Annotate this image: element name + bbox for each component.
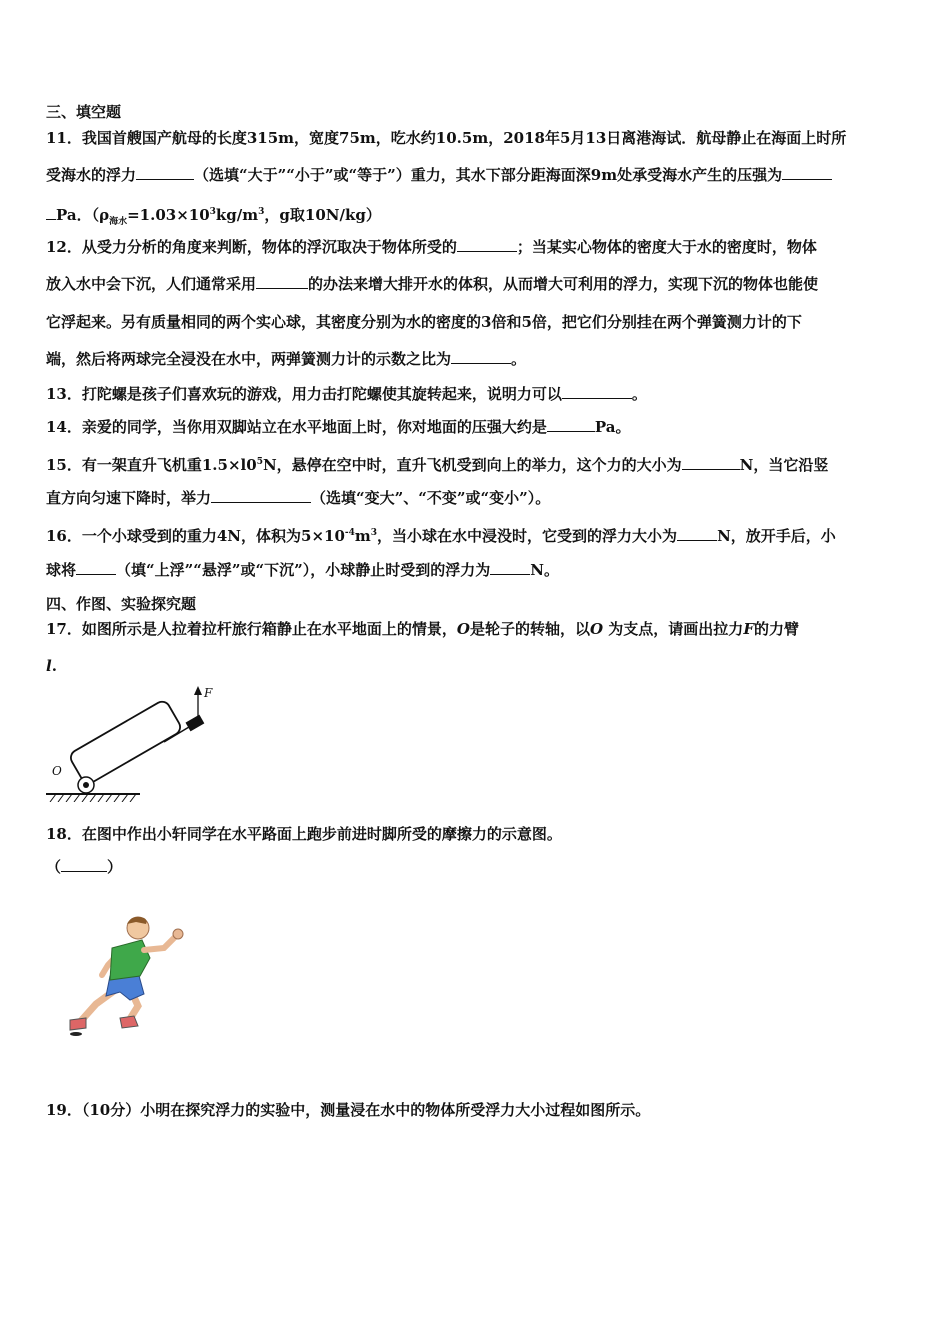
q11-text: Pa．（ρ	[56, 206, 110, 224]
q15-blank-1	[682, 455, 740, 470]
q11-text: kg/m	[215, 206, 259, 224]
q12-line2	[46, 274, 818, 294]
q14-blank	[547, 417, 595, 432]
q14-text: Pa。	[594, 418, 631, 436]
q11-blank-1	[136, 165, 194, 180]
back-shoe	[70, 1018, 86, 1030]
q16-blank-3	[490, 560, 530, 575]
q14-line	[46, 417, 631, 437]
q17-text: .	[51, 657, 57, 675]
q12-text: 端，然后将两球完全浸没在水中，两弹簧测力计的示数之比为	[46, 350, 452, 368]
q11-line3	[46, 202, 381, 232]
label-o: O	[52, 764, 62, 778]
q17-text: 的力臂	[753, 620, 799, 638]
q11-line1: 11．我国首艘国产航母的长度315m，宽度75m，吃水约10.5m，2018年5月13日离港海试．航母静止在海面上时所	[46, 129, 847, 147]
q15-text: N，当它沿竖	[739, 456, 829, 474]
q18-text: ）	[107, 858, 123, 876]
q15-blank-2	[211, 488, 311, 503]
q13-text: 。	[631, 385, 647, 403]
q16-sup: -4	[344, 528, 355, 538]
ground-mark	[70, 1032, 82, 1036]
q17-text: 为支点，请画出拉力	[608, 620, 744, 638]
ground-hatch	[50, 794, 136, 802]
q12-text: 。	[511, 350, 527, 368]
front-arm	[144, 936, 176, 950]
q16-text: m	[354, 527, 371, 545]
q12-blank-2	[256, 274, 308, 289]
q17-text: 17．如图所示是人拉着拉杆旅行箱静止在水平地面上的情景，	[46, 620, 457, 638]
q16-text: ，当小球在水中浸没时，它受到的浮力大小为	[377, 527, 678, 545]
q17-line1	[46, 619, 799, 639]
q16-blank-2	[76, 560, 116, 575]
q11-text: ，g取10N/kg）	[264, 206, 381, 224]
q17-var-f: F	[743, 620, 754, 638]
q13-line	[46, 384, 647, 404]
q11-blank-2-cont	[46, 205, 56, 220]
section-title-drawing: 四、作图、实验探究题	[46, 595, 197, 613]
q12-line1	[46, 237, 817, 257]
q12-text: 12．从受力分析的角度来判断，物体的浮沉取决于物体所受的	[46, 238, 457, 256]
q16-blank-1	[677, 526, 717, 541]
q13-text: 13．打陀螺是孩子们喜欢玩的游戏，用力击打陀螺使其旋转起来，说明力可以	[46, 385, 562, 403]
fist	[173, 929, 183, 939]
q15-sup: 5	[256, 457, 263, 467]
q18-line2	[46, 857, 122, 877]
q17-var-l: l	[46, 657, 52, 675]
q18-line1: 18．在图中作出小轩同学在水平路面上跑步前进时脚所受的摩擦力的示意图。	[46, 825, 562, 843]
q15-text: （选填“变大”、“不变”或“变小”）。	[311, 489, 551, 507]
q11-blank-2	[782, 165, 832, 180]
q11-text: 受海水的浮力	[46, 166, 137, 184]
q15-line1	[46, 452, 828, 475]
q14-text: 14．亲爱的同学，当你用双脚站立在水平地面上时，你对地面的压强大约是	[46, 418, 547, 436]
q15-text: N，悬停在空中时，直升飞机受到向上的举力，这个力的大小为	[262, 456, 682, 474]
running-boy-illustration	[58, 910, 198, 1050]
q19-line1: 19．（10分）小明在探究浮力的实验中，测量浸在水中的物体所受浮力大小过程如图所示。	[46, 1101, 651, 1119]
label-f: F	[204, 686, 213, 700]
q17-var-o: O	[589, 620, 604, 638]
wheel-axle	[83, 782, 89, 788]
q11-sup: 3	[258, 207, 265, 217]
q16-line1	[46, 523, 836, 546]
force-arrow-head	[194, 686, 202, 695]
runner-figure	[58, 910, 198, 1050]
q15-line2	[46, 488, 550, 508]
q12-text: 放入水中会下沉，人们通常采用	[46, 275, 257, 293]
q16-sup: 3	[370, 528, 378, 538]
suitcase-figure	[44, 684, 224, 802]
q16-text: 球将	[46, 561, 77, 579]
front-shoe	[120, 1016, 138, 1028]
suitcase-body	[68, 699, 183, 786]
q17-text: 是轮子的转轴，以	[469, 620, 590, 638]
q12-line4	[46, 349, 526, 369]
shirt	[110, 940, 150, 980]
handle	[186, 715, 205, 732]
q12-line3: 它浮起来。另有质量相同的两个实心球，其密度分别为水的密度的3倍和5倍，把它们分别挂在两个弹簧测力计的下	[46, 313, 802, 331]
q11-sub: 海水	[109, 217, 128, 227]
q16-text: N。	[530, 561, 560, 579]
q11-sup: 3	[209, 207, 216, 217]
q11-text: =1.03×10	[127, 206, 210, 224]
q12-blank-1	[457, 237, 517, 252]
q16-line2	[46, 560, 559, 580]
q12-text: ；当某实心物体的密度大于水的密度时，物体	[516, 238, 817, 256]
q11-line2	[46, 165, 832, 185]
q17-line2	[46, 656, 57, 676]
q12-text: 的办法来增大排开水的体积，从而增大可利用的浮力，实现下沉的物体也能使	[308, 275, 819, 293]
q16-text: N，放开手后，小	[717, 527, 836, 545]
q16-text: 16．一个小球受到的重力4N，体积为5×10	[46, 527, 345, 545]
section-title-fill-blank: 三、填空题	[46, 103, 122, 121]
q15-text: 15．有一架直升飞机重1.5×l0	[46, 456, 257, 474]
q13-blank	[562, 384, 632, 399]
q11-text: （选填“大于”“小于”或“等于”）重力，其水下部分距海面深9m处承受海水产生的压强为	[194, 166, 783, 184]
suitcase-diagram	[44, 684, 224, 802]
q16-text: （填“上浮”“悬浮”或“下沉”），小球静止时受到的浮力为	[116, 561, 491, 579]
q15-text: 直方向匀速下降时，举力	[46, 489, 212, 507]
q18-blank	[61, 857, 107, 872]
q12-blank-3	[451, 349, 511, 364]
q17-var-o: O	[456, 620, 470, 638]
q18-text: （	[46, 858, 62, 876]
